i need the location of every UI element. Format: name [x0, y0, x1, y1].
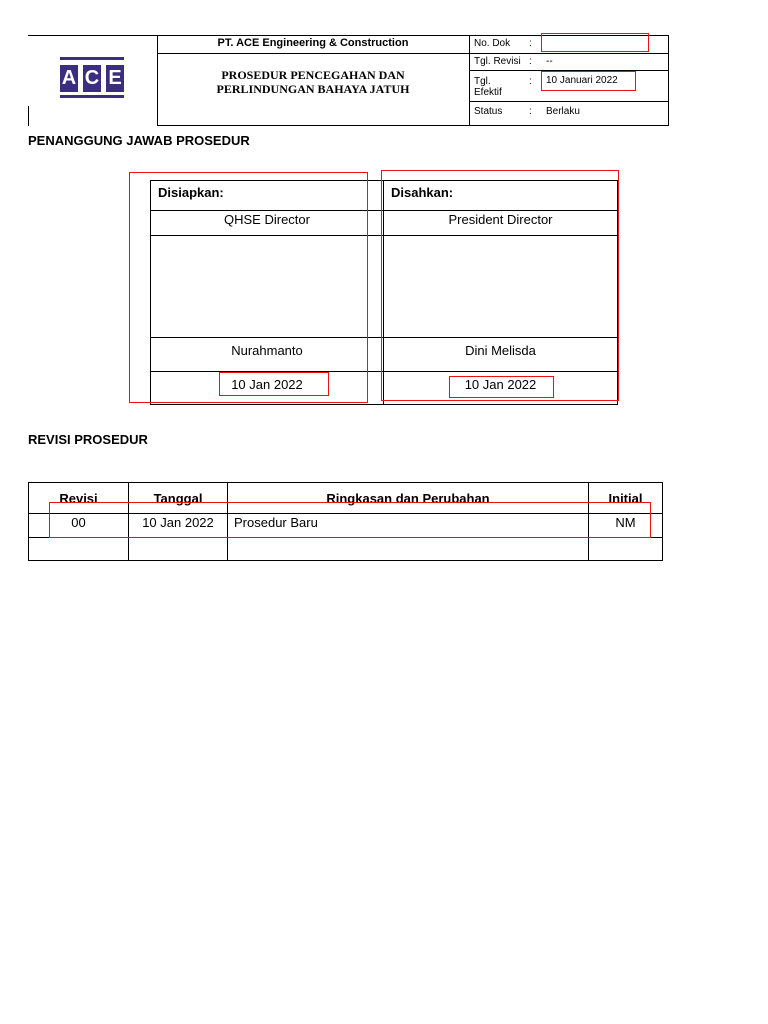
table-cell-ringkasan [228, 538, 589, 561]
header-left-rule [28, 106, 29, 126]
tgl-efektif-value: 10 Januari 2022 [546, 75, 618, 86]
status-label: Status [474, 106, 503, 117]
logo-letter-c: C [83, 65, 101, 92]
logo-letter-a: A [60, 65, 78, 92]
annotation-box-prepared [129, 172, 368, 403]
annotation-box-revision-row [49, 502, 651, 538]
approved-date: 10 Jan 2022 [384, 372, 618, 405]
header-bottom-rule [157, 125, 669, 126]
annotation-box-no-dok [541, 33, 649, 52]
meta-row-rule-1 [469, 53, 668, 54]
table-cell-initial [589, 538, 663, 561]
table-row [29, 538, 663, 561]
header-divider-2 [469, 35, 470, 126]
document-title-line-1: PROSEDUR PENCEGAHAN DAN [221, 68, 405, 82]
column-header-ringkasan: Ringkasan dan Perubahan [228, 483, 589, 514]
status-value: Berlaku [546, 106, 580, 117]
prepared-date: 10 Jan 2022 [151, 372, 384, 405]
logo-top-bar [60, 57, 124, 60]
tgl-revisi-colon: : [529, 56, 532, 67]
header-title-rule [157, 53, 469, 54]
approved-name: Dini Melisda [384, 338, 618, 372]
tgl-efektif-label-1: Tgl. [474, 76, 491, 87]
table-cell-initial: NM [589, 514, 663, 538]
approved-header: Disahkan: [384, 181, 618, 211]
annotation-box-tgl-efektif [541, 71, 636, 91]
prepared-role: QHSE Director [151, 211, 384, 236]
table-cell-ringkasan: Prosedur Baru [228, 514, 589, 538]
annotation-box-approved [381, 170, 619, 401]
table-cell-tanggal [129, 538, 228, 561]
status-colon: : [529, 106, 532, 117]
section-heading-responsibility: PENANGGUNG JAWAB PROSEDUR [28, 133, 250, 148]
table-cell-revisi: 00 [29, 514, 129, 538]
column-header-initial: Initial [589, 483, 663, 514]
tgl-efektif-label-2: Efektif [474, 87, 502, 98]
prepared-name: Nurahmanto [151, 338, 384, 372]
no-dok-label: No. Dok [474, 38, 511, 49]
section-heading-revision: REVISI PROSEDUR [28, 432, 148, 447]
logo-letter-e: E [106, 65, 124, 92]
annotation-box-approved-date [449, 376, 554, 398]
document-title [157, 68, 469, 96]
approved-role: President Director [384, 211, 618, 236]
company-name: PT. ACE Engineering & Construction [217, 37, 409, 49]
tgl-revisi-label: Tgl. Revisi [474, 56, 521, 67]
table-cell-revisi [29, 538, 129, 561]
document-title-line-2: PERLINDUNGAN BAHAYA JATUH [216, 82, 410, 96]
column-header-revisi: Revisi [29, 483, 129, 514]
annotation-box-prepared-date [219, 372, 329, 396]
table-cell-tanggal: 10 Jan 2022 [129, 514, 228, 538]
prepared-header: Disiapkan: [151, 181, 384, 211]
tgl-efektif-colon: : [529, 76, 532, 87]
header-right-rule [668, 35, 669, 126]
logo-bottom-bar [60, 95, 124, 98]
no-dok-colon: : [529, 38, 532, 49]
column-header-tanggal: Tanggal [129, 483, 228, 514]
meta-row-rule-3 [469, 101, 668, 102]
tgl-revisi-value: -- [546, 56, 553, 67]
